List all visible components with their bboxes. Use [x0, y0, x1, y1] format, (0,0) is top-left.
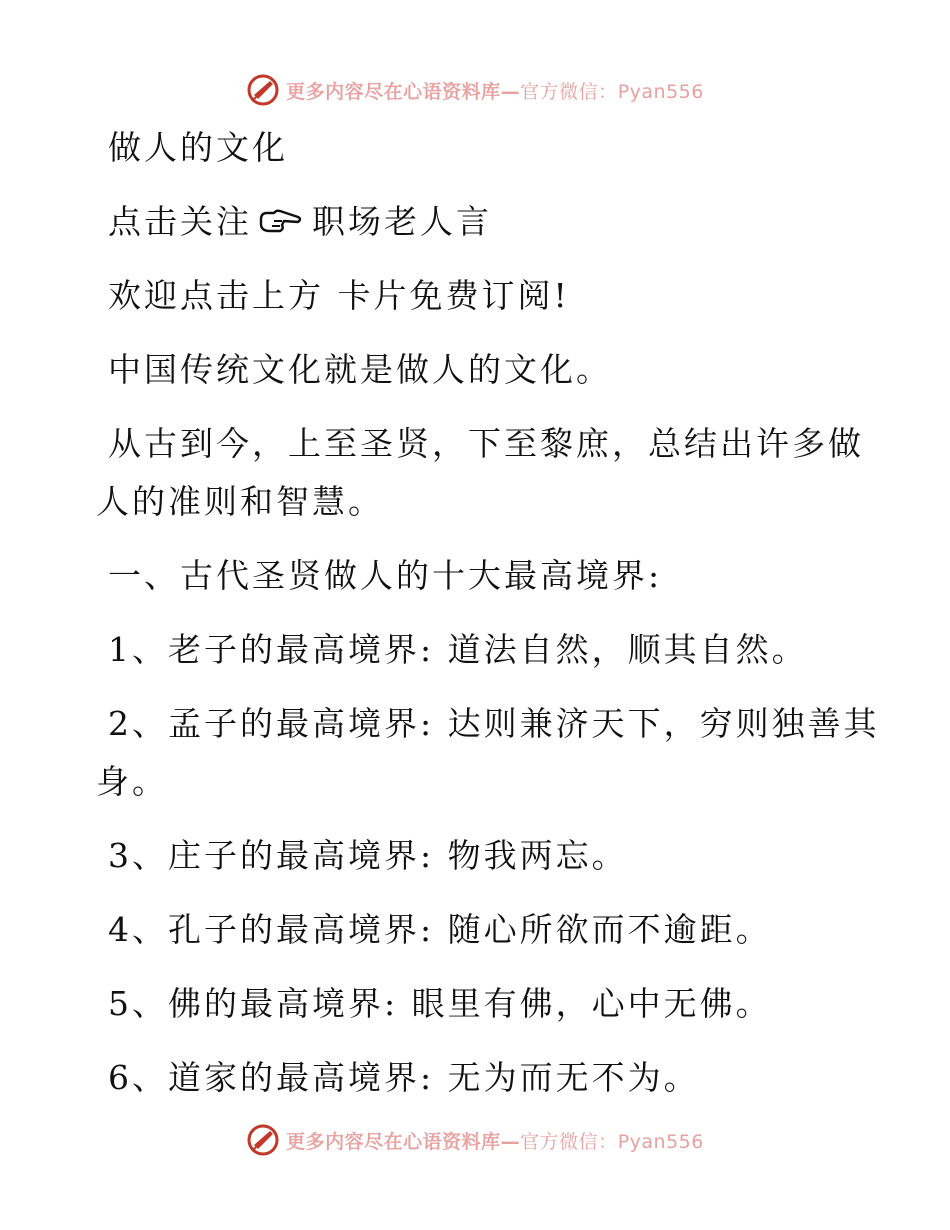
- list-item: 6、道家的最高境界: 无为而无不为。: [108, 1058, 700, 1097]
- paragraph-1: 中国传统文化就是做人的文化。: [108, 350, 612, 389]
- follow-prefix: 点击关注: [108, 202, 252, 241]
- follow-account[interactable]: 职场老人言: [312, 202, 492, 241]
- quill-seal-icon: [246, 1123, 280, 1157]
- document-title: 做人的文化: [108, 128, 288, 167]
- list-item: 3、庄子的最高境界: 物我两忘。: [108, 836, 628, 875]
- list-item: 5、佛的最高境界: 眼里有佛，心中无佛。: [108, 984, 772, 1023]
- paragraph-2-line-2: 人的准则和智慧。: [96, 482, 384, 521]
- follow-line: [108, 202, 492, 242]
- pointing-hand-icon: [258, 207, 304, 237]
- section-heading: 一、古代圣贤做人的十大最高境界:: [108, 556, 663, 595]
- paragraph-2-line-1: 从古到今，上至圣贤，下至黎庶，总结出许多做: [108, 424, 864, 463]
- subscribe-line: 欢迎点击上方 卡片免费订阅!: [108, 276, 570, 315]
- list-item: 2、孟子的最高境界: 达则兼济天下，穷则独善其: [108, 704, 880, 743]
- list-item-continuation: 身。: [96, 762, 168, 801]
- banner-text: 更多内容尽在心语资料库—官方微信：Pyan556: [286, 80, 704, 103]
- footer-banner: [0, 1120, 950, 1160]
- banner-text: 更多内容尽在心语资料库—官方微信：Pyan556: [286, 1130, 704, 1153]
- list-item: 4、孔子的最高境界: 随心所欲而不逾距。: [108, 910, 772, 949]
- list-item: 1、老子的最高境界: 道法自然，顺其自然。: [108, 630, 808, 669]
